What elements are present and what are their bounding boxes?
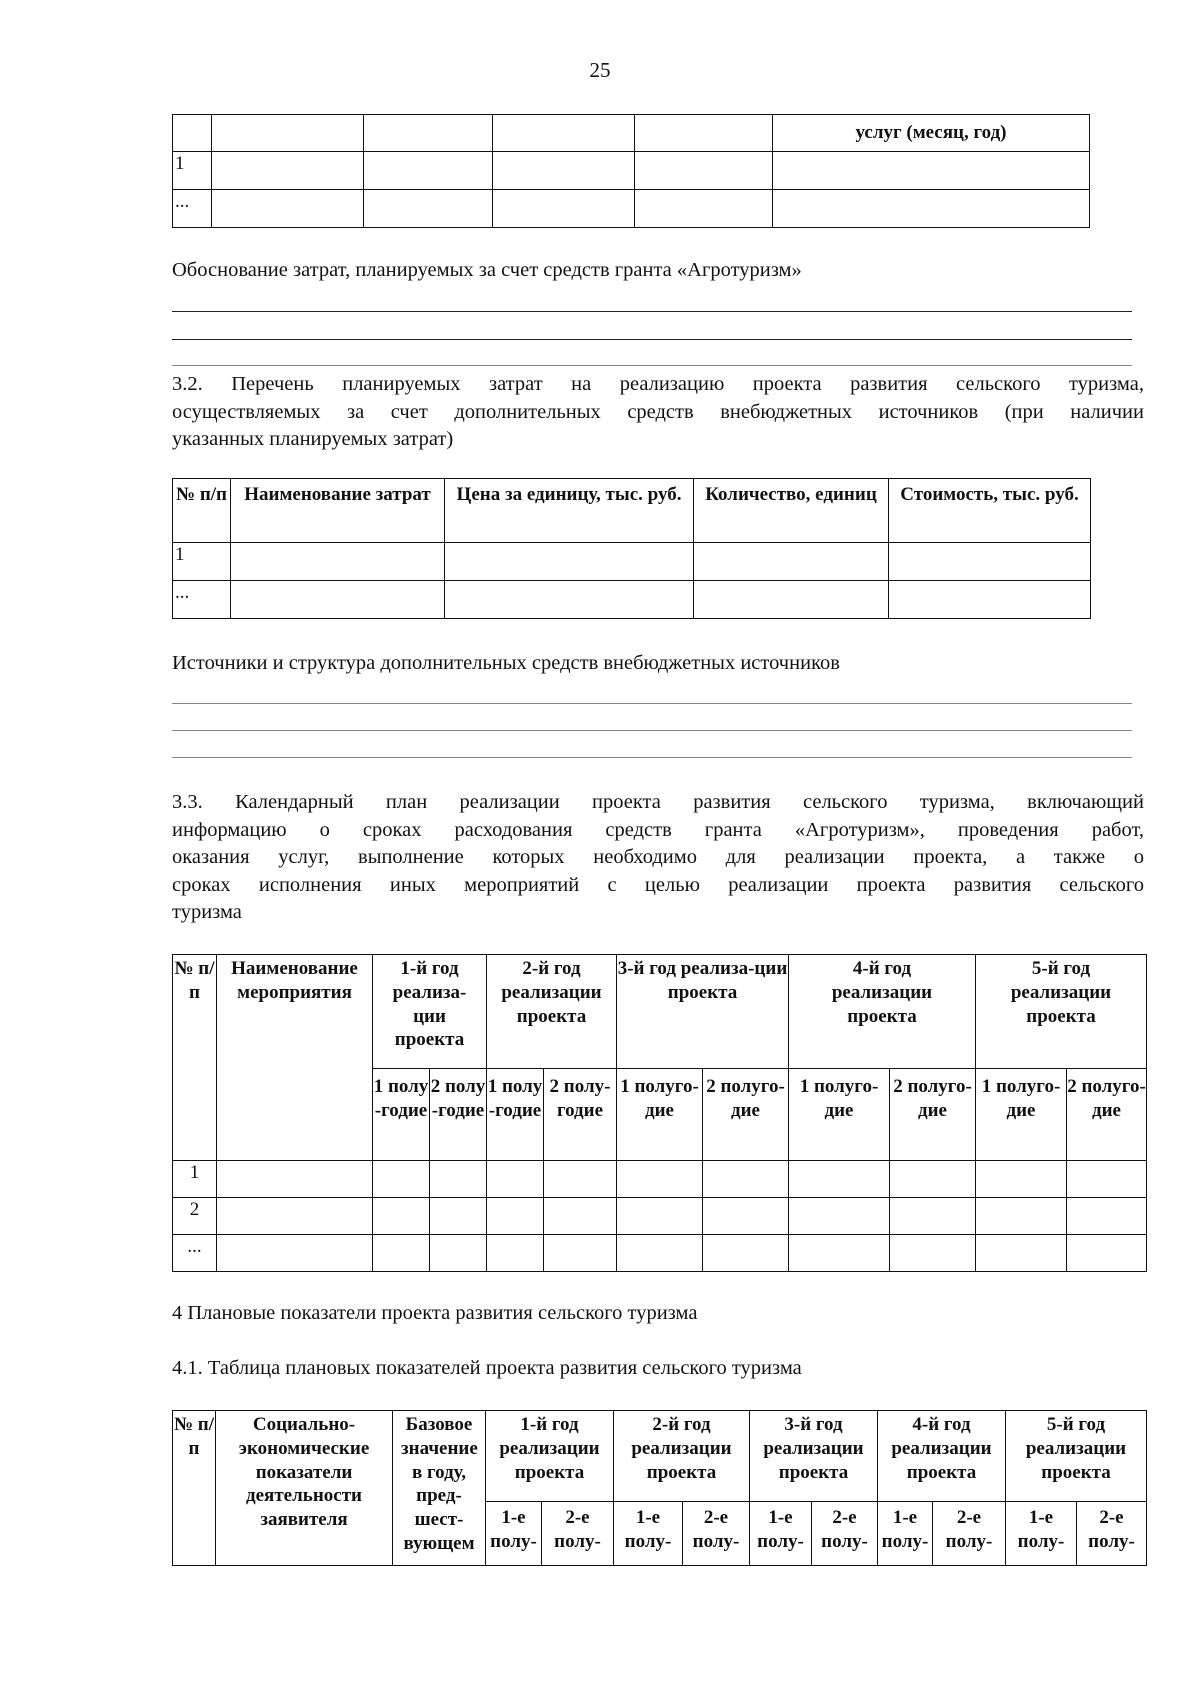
column-header-year-1: 1-й год реализа-ции проекта [373,955,487,1069]
table-cell [493,115,635,152]
column-header-year-2: 2-й год реализации проекта [487,955,617,1069]
section-4-1-title: 4.1. Таблица плановых показателей проекта развития сельского туризма [172,1357,802,1379]
column-header-indicators: Социально-экономические показатели деятельности заявителя [216,1411,393,1566]
column-header: Цена за единицу, тыс. руб. [445,479,694,543]
column-header-half: 2-е полу- [542,1502,614,1566]
planned-indicators-table [172,1410,1147,1566]
table-cell [364,115,493,152]
column-header-half: 1-е полу- [878,1502,933,1566]
table-row [173,1235,1147,1272]
fill-line [172,757,1132,758]
column-header-half: 2-е полу- [1077,1502,1147,1566]
column-header: Стоимость, тыс. руб. [889,479,1091,543]
column-header-half: 2-е полу- [812,1502,878,1566]
table-row [173,190,1090,228]
column-header-half: 1-е полу- [1006,1502,1077,1566]
row-number: ... [173,581,231,619]
column-header-half: 1-е полу- [614,1502,683,1566]
column-header-half: 2 полу-годие [544,1069,617,1161]
column-header: № п/п [173,479,231,543]
table-cell [173,115,212,152]
calendar-plan-table [172,954,1147,1272]
page-number: 25 [589,58,611,82]
column-header-half: 2-е полу- [933,1502,1006,1566]
row-number: 1 [173,543,231,581]
section-3-3-text: 3.3. Календарный план реализации проекта развития сельского туризма, включающий информацию о сроках расходования средств гранта «Агротуризм», проведения работ, оказания услуг, выполнение которых необходимо для реализации проекта, а также о сроках исполнения иных мероприятий с целью реализации проекта развития сельского туризма [172,791,1144,923]
row-number: 2 [173,1198,217,1235]
column-header-half: 2 полуго-дие [703,1069,789,1161]
row-number: ... [173,1235,217,1272]
column-header-half: 1 полуго-дие [976,1069,1067,1161]
column-header-year-4: 4-й год реализации проекта [878,1411,1006,1502]
fill-line [172,311,1132,312]
column-header-year-3: 3-й год реализации проекта [750,1411,878,1502]
table-row [173,1161,1147,1198]
sources-label: Источники и структура дополнительных средств внебюджетных источников [172,652,840,674]
extra-costs-table [172,478,1091,619]
fill-line [172,730,1132,731]
column-header-half: 1 полу-годие [487,1069,544,1161]
column-header-half: 1 полуго-дие [617,1069,703,1161]
column-header-half: 1 полуго-дие [789,1069,890,1161]
table-row [173,543,1091,581]
column-header-year-2: 2-й год реализации проекта [614,1411,750,1502]
justification-label: Обоснование затрат, планируемых за счет средств гранта «Агротуризм» [172,259,802,281]
section-4-title: 4 Плановые показатели проекта развития сельского туризма [172,1302,698,1324]
column-header-year-5: 5-й год реализации проекта [1006,1411,1147,1502]
column-header-event: Наименование мероприятия [217,955,373,1161]
column-header-half: 2 полу-годие [430,1069,487,1161]
costs-table-continued [172,114,1090,228]
table-row [173,581,1091,619]
column-header-half: 2-е полу- [683,1502,750,1566]
column-header-year-1: 1-й год реализации проекта [486,1411,614,1502]
column-header-half: 1-е полу- [486,1502,542,1566]
column-header-number: № п/п [173,955,217,1161]
table-cell [635,115,773,152]
fill-line [172,339,1132,340]
column-header-half: 1 полу-годие [373,1069,430,1161]
fill-line [172,365,1132,366]
column-header-half: 2 полуго-дие [890,1069,976,1161]
fill-line [172,703,1132,704]
column-header-year-4: 4-й год реализации проекта [789,955,976,1069]
column-header: Количество, единиц [694,479,889,543]
table-cell [212,115,364,152]
column-header-continued: услуг (месяц, год) [773,115,1090,152]
table-row [173,152,1090,190]
column-header-number: № п/п [173,1411,216,1566]
column-header-year-3: 3-й год реализа-ции проекта [617,955,789,1069]
section-3-2-text: 3.2. Перечень планируемых затрат на реализацию проекта развития сельского туризма, осуществляемых за счет дополнительных средств внебюджетных источников (при наличии указанных планируемых затрат) [172,373,1144,450]
column-header-half: 1-е полу- [750,1502,812,1566]
column-header-half: 2 полуго-дие [1067,1069,1147,1161]
table-row [173,1198,1147,1235]
column-header-year-5: 5-й год реализации проекта [976,955,1147,1069]
row-number: 1 [173,152,212,190]
column-header-base-value: Базовое значение в году, пред-шест-вующем [393,1411,486,1566]
row-number: ... [173,190,212,228]
column-header: Наименование затрат [231,479,445,543]
row-number: 1 [173,1161,217,1198]
